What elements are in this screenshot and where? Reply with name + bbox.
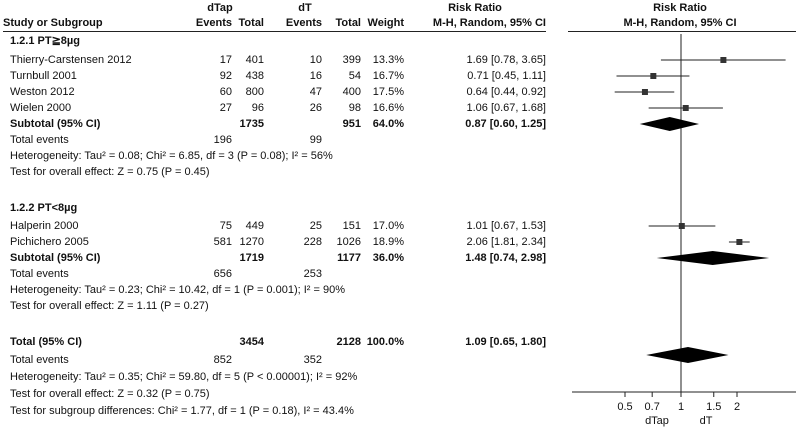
subtotal-total-1: 1735 <box>239 118 264 130</box>
study-events-1: 60 <box>219 86 232 98</box>
total-rr: 1.09 [0.65, 1.80] <box>465 336 546 348</box>
study-total-1: 438 <box>245 70 264 82</box>
header-plot-title: Risk Ratio <box>653 2 707 14</box>
study-weight: 13.3% <box>372 54 404 66</box>
study-events-2: 47 <box>309 86 322 98</box>
study-total-2: 54 <box>348 70 361 82</box>
x-axis-tick-label: 1 <box>677 401 685 413</box>
heterogeneity-text: Heterogeneity: Tau² = 0.23; Chi² = 10.42, df = 1 (P = 0.001); I² = 90% <box>10 284 345 296</box>
point-estimate-square <box>650 73 656 79</box>
total-events-1: 852 <box>213 354 232 366</box>
point-estimate-square <box>683 105 689 111</box>
header-group-control: dT <box>298 2 312 14</box>
study-name: Halperin 2000 <box>10 220 79 232</box>
x-axis-right-label: dT <box>699 415 713 427</box>
subtotal-total-1: 1719 <box>239 252 264 264</box>
header-group-experimental: dTap <box>207 2 233 14</box>
overall-effect-text: Test for overall effect: Z = 0.75 (P = 0.45) <box>10 166 210 178</box>
study-events-2: 26 <box>309 102 322 114</box>
study-total-2: 1026 <box>336 236 361 248</box>
study-name: Wielen 2000 <box>10 102 72 114</box>
subtotal-rr: 1.48 [0.74, 2.98] <box>465 252 546 264</box>
study-weight: 16.7% <box>372 70 404 82</box>
point-estimate-square <box>679 223 685 229</box>
study-weight: 17.0% <box>372 220 404 232</box>
total-events-1: 196 <box>213 134 232 146</box>
total-events-1: 656 <box>213 268 232 280</box>
total-events-2: 352 <box>303 354 322 366</box>
study-weight: 18.9% <box>372 236 404 248</box>
x-axis-tick-label: 0.7 <box>644 401 660 413</box>
subtotal-weight: 36.0% <box>372 252 404 264</box>
study-events-1: 27 <box>219 102 232 114</box>
study-name: Weston 2012 <box>10 86 75 98</box>
study-rr: 2.06 [1.81, 2.34] <box>466 236 546 248</box>
subtotal-diamond <box>640 117 699 131</box>
total-events-label: Total events <box>10 354 69 366</box>
x-axis-tick-label: 1.5 <box>706 401 722 413</box>
study-weight: 16.6% <box>372 102 404 114</box>
study-total-2: 98 <box>348 102 361 114</box>
study-rr: 1.69 [0.78, 3.65] <box>466 54 546 66</box>
study-total-2: 400 <box>342 86 361 98</box>
study-events-1: 75 <box>219 220 232 232</box>
point-estimate-square <box>720 57 726 63</box>
header-total-1: Total <box>238 17 264 29</box>
total-total-1: 3454 <box>239 336 264 348</box>
study-events-1: 581 <box>213 236 232 248</box>
overall-effect-text: Test for overall effect: Z = 1.11 (P = 0.27) <box>10 300 209 312</box>
study-name: Pichichero 2005 <box>10 236 89 248</box>
study-total-1: 401 <box>245 54 264 66</box>
header-events-1: Events <box>195 17 232 29</box>
total-events-2: 99 <box>309 134 322 146</box>
heterogeneity-text: Heterogeneity: Tau² = 0.35; Chi² = 59.80, df = 5 (P < 0.00001); I² = 92% <box>10 371 358 383</box>
total-events-label: Total events <box>10 268 69 280</box>
subtotal-label: Subtotal (95% CI) <box>10 118 101 130</box>
study-total-1: 449 <box>245 220 264 232</box>
subgroup-2-label: 1.2.2 PT<8µg <box>10 202 78 214</box>
study-rr: 0.71 [0.45, 1.11] <box>467 70 546 82</box>
study-total-1: 96 <box>251 102 264 114</box>
header-events-2: Events <box>285 17 322 29</box>
subgroup-differences-text: Test for subgroup differences: Chi² = 1.77, df = 1 (P = 0.18), I² = 43.4% <box>10 405 354 417</box>
study-rr: 0.64 [0.44, 0.92] <box>466 86 546 98</box>
study-rr: 1.01 [0.67, 1.53] <box>466 220 546 232</box>
x-axis-left-label: dTap <box>645 415 669 427</box>
total-total-2: 2128 <box>336 336 361 348</box>
header-plot-method: M-H, Random, 95% CI <box>623 17 737 29</box>
header-weight: Weight <box>367 17 404 29</box>
study-total-2: 399 <box>342 54 361 66</box>
subtotal-rr: 0.87 [0.60, 1.25] <box>465 118 546 130</box>
point-estimate-square <box>642 89 648 95</box>
subgroup-1-label: 1.2.1 PT≧8µg <box>10 35 80 47</box>
heterogeneity-text: Heterogeneity: Tau² = 0.08; Chi² = 6.85, df = 3 (P = 0.08); I² = 56% <box>10 150 333 162</box>
study-weight: 17.5% <box>372 86 404 98</box>
total-weight: 100.0% <box>366 336 404 348</box>
x-axis-tick-label: 2 <box>733 401 741 413</box>
subtotal-diamond <box>657 251 770 265</box>
total-events-2: 253 <box>303 268 322 280</box>
point-estimate-square <box>736 239 742 245</box>
header-rr-method: M-H, Random, 95% CI <box>432 17 546 29</box>
subtotal-label: Subtotal (95% CI) <box>10 252 101 264</box>
subtotal-total-2: 951 <box>342 118 361 130</box>
study-total-1: 1270 <box>239 236 264 248</box>
study-events-1: 17 <box>219 54 232 66</box>
study-name: Thierry-Carstensen 2012 <box>10 54 132 66</box>
header-rr-title: Risk Ratio <box>448 2 502 14</box>
subtotal-total-2: 1177 <box>337 252 361 264</box>
study-events-2: 10 <box>309 54 322 66</box>
subtotal-weight: 64.0% <box>372 118 404 130</box>
header-study: Study or Subgroup <box>3 17 103 29</box>
total-label: Total (95% CI) <box>10 336 82 348</box>
study-events-1: 92 <box>219 70 232 82</box>
study-total-1: 800 <box>245 86 264 98</box>
study-events-2: 228 <box>303 236 322 248</box>
header-total-2: Total <box>335 17 361 29</box>
total-events-label: Total events <box>10 134 69 146</box>
study-events-2: 25 <box>309 220 322 232</box>
study-rr: 1.06 [0.67, 1.68] <box>466 102 546 114</box>
study-events-2: 16 <box>309 70 322 82</box>
overall-effect-text: Test for overall effect: Z = 0.32 (P = 0.75) <box>10 388 210 400</box>
total-diamond <box>646 347 728 363</box>
x-axis-tick-label: 0.5 <box>617 401 633 413</box>
study-name: Turnbull 2001 <box>10 70 77 82</box>
study-total-2: 151 <box>342 220 361 232</box>
